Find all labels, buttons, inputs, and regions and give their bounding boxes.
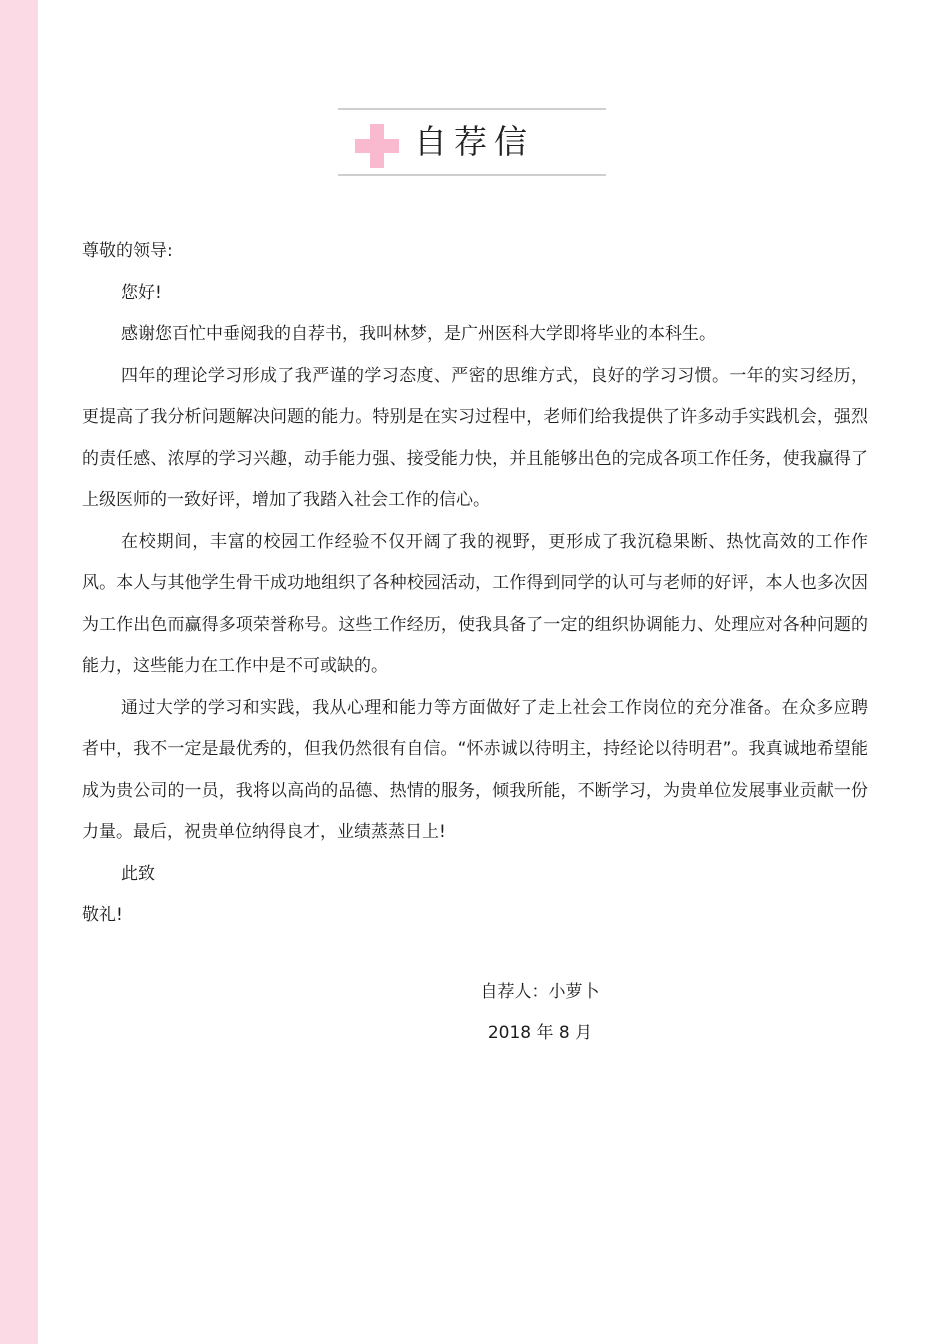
page-title: 自荐信 — [414, 122, 534, 161]
letter-body — [82, 231, 868, 937]
closing: 此致 — [121, 863, 155, 884]
title-top-rule — [338, 108, 606, 110]
signature-author: 自荐人：小萝卜 — [480, 982, 600, 1002]
side-decoration-band — [0, 0, 38, 1344]
signature-date: 2018 年 8 月 — [487, 1023, 593, 1043]
cross-icon — [355, 124, 399, 168]
paragraph-intro: 感谢您百忙中垂阅我的自荐书，我叫林梦，是广州医科大学即将毕业的本科生。 — [121, 324, 716, 344]
title-block — [338, 108, 606, 176]
salutation: 尊敬的领导: — [82, 241, 173, 261]
regards: 敬礼! — [82, 905, 123, 925]
greeting: 您好! — [121, 282, 162, 303]
paragraph-campus: 在校期间，丰富的校园工作经验不仅开阔了我的视野，更形成了我沉稳果断、热忱高效的工作作风。本人与其他学生骨干成功地组织了各种校园活动，工作得到同学的认可与老师的好评，本人也多次因为工作出色而赢得多项荣誉称号。这些工作经历，使我具备了一定的组织协调能力、处理应对各种问题的能力，这些能力在工作中是不可或缺的。 — [82, 531, 868, 676]
paragraph-conclusion: 通过大学的学习和实践，我从心理和能力等方面做好了走上社会工作岗位的充分准备。在众多应聘者中，我不一定是最优秀的，但我仍然很有自信。“怀赤诚以待明主，持经论以待明君”。我真诚地希望能成为贵公司的一员，我将以高尚的品德、热情的服务，倾我所能，不断学习，为贵单位发展事业贡献一份力量。最后，祝贵单位纳得良才，业绩蒸蒸日上! — [82, 697, 868, 842]
signature-block — [440, 972, 640, 1054]
title-bottom-rule — [338, 174, 606, 176]
paragraph-study: 四年的理论学习形成了我严谨的学习态度、严密的思维方式，良好的学习习惯。一年的实习经历，更提高了我分析问题解决问题的能力。特别是在实习过程中，老师们给我提供了许多动手实践机会，强烈的责任感、浓厚的学习兴趣，动手能力强、接受能力快，并且能够出色的完成各项工作任务，使我赢得了上级医师的一致好评，增加了我踏入社会工作的信心。 — [82, 365, 868, 510]
